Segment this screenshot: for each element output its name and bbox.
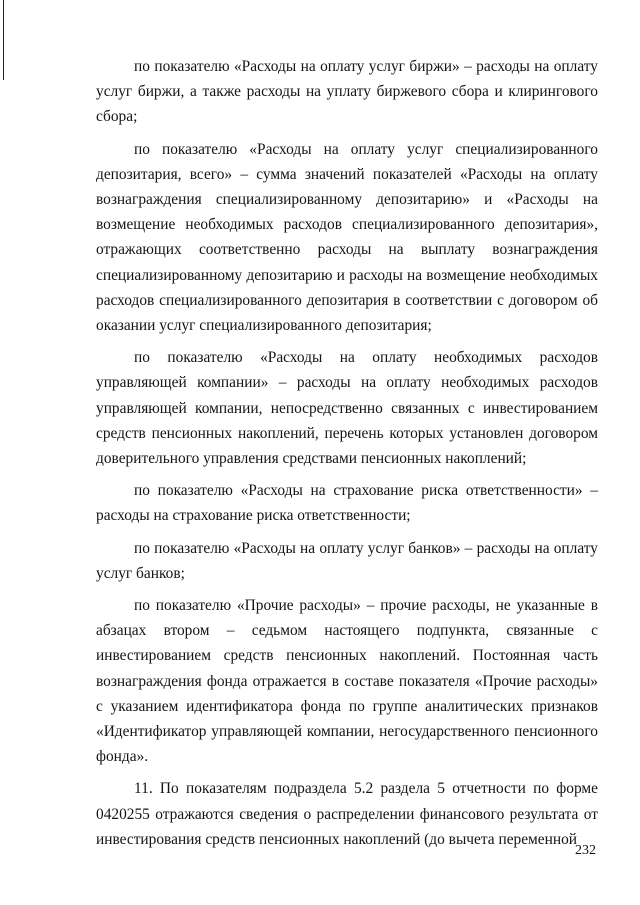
paragraph-liability-insurance: по показателю «Расходы на страхование риска ответственности» – расходы на страхование риска ответственности; <box>96 482 598 525</box>
page-number: 232 <box>575 843 596 858</box>
document-body <box>96 54 598 859</box>
paragraph-section-11: 11. По показателям подраздела 5.2 раздела 5 отчетности по форме 0420255 отражаются сведения о распределении финансового результата от инвестирования средств пенсионных накоплений (до вычета переменной <box>96 780 598 848</box>
paragraph-management-expenses: по показателю «Расходы на оплату необходимых расходов управляющей компании» – расходы на оплату необходимых расходов управляющей компании, непосредственно связанных с инвестированием средств пенсионных накоплений, перечень которых установлен договором доверительного управления средствами пенсионных накоплений; <box>96 349 598 468</box>
margin-line <box>3 0 4 80</box>
paragraph-other-expenses: по показателю «Прочие расходы» – прочие расходы, не указанные в абзацах втором – седьмом настоящего подпункта, связанные с инвестированием средств пенсионных накоплений. Постоянная часть вознаграждения фонда отражается в составе показателя «Прочие расходы» с указанием идентификатора фонда по группе аналитических признаков «Идентификатор управляющей компании, негосударственного пенсионного фонда». <box>96 597 598 766</box>
paragraph-exchange-fees: по показателю «Расходы на оплату услуг биржи» – расходы на оплату услуг биржи, а также расходы на уплату биржевого сбора и клирингового сбора; <box>96 58 598 126</box>
paragraph-depository-fees: по показателю «Расходы на оплату услуг специализированного депозитария, всего» – сумма значений показателей «Расходы на оплату вознаграждения специализированному депозитарию» и «Расходы на возмещение необходимых расходов специализированного депозитария», отражающих соответственно расходы на выплату вознаграждения специализированному депозитарию и расходы на возмещение необходимых расходов специализированного депозитария в соответствии с договором об оказании услуг специализированного депозитария; <box>96 140 598 335</box>
paragraph-bank-fees: по показателю «Расходы на оплату услуг банков» – расходы на оплату услуг банков; <box>96 539 598 582</box>
